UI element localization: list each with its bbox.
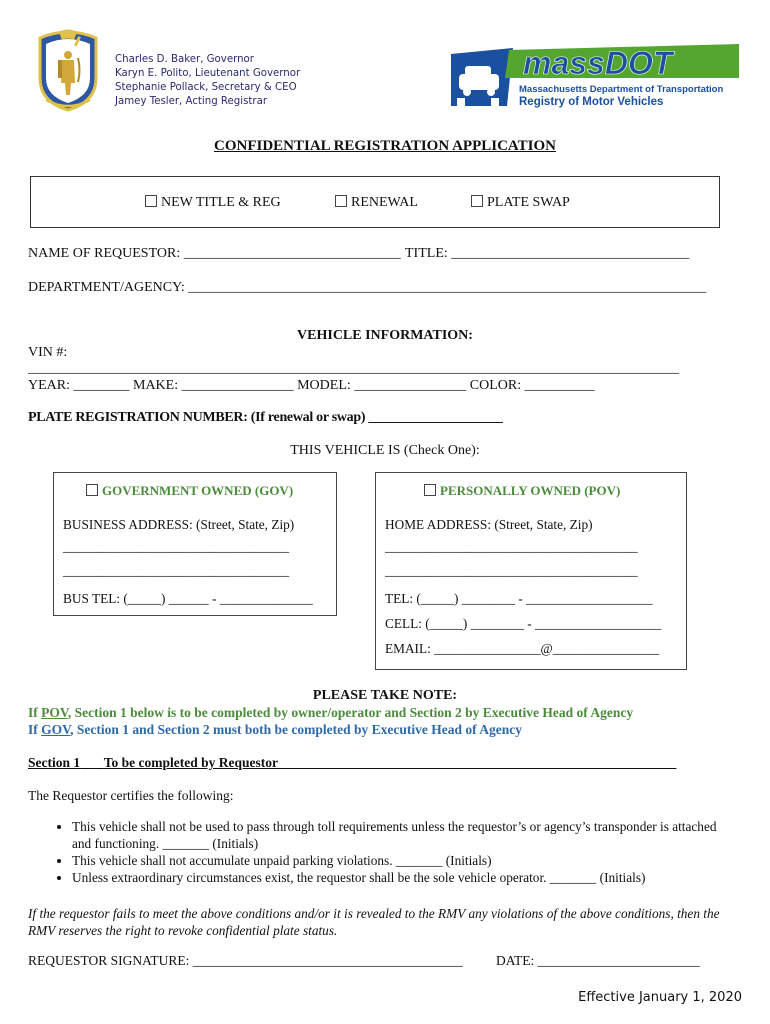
certification-item-operator: • Unless extraordinary circumstances exist, the requestor shall be the sole vehicle operator. _______ (Initials) xyxy=(72,869,732,886)
gov-checkbox[interactable] xyxy=(86,484,98,496)
certification-item-toll: • This vehicle shall not be used to pass through toll requirements unless the requestor’s or agency’s transponder is attached and functioning. _______ (Initials) xyxy=(72,818,732,852)
home-address-line-1[interactable]: ______________________________________ xyxy=(385,539,638,554)
home-tel-field[interactable]: TEL: (_____) ________ - ___________________ xyxy=(385,591,653,606)
pov-box xyxy=(375,472,687,670)
vehicle-is-label: THIS VEHICLE IS (Check One): xyxy=(290,443,480,458)
form-title: CONFIDENTIAL REGISTRATION APPLICATION xyxy=(213,138,556,154)
section1-title: To be completed by Requestor xyxy=(103,755,278,770)
vin-label: VIN #: xyxy=(28,345,68,360)
note-gov-key: GOV xyxy=(41,722,71,737)
logo-line2: Registry of Motor Vehicles xyxy=(519,96,664,108)
pov-heading: PERSONALLY OWNED (POV) xyxy=(440,483,621,498)
business-address-label: BUSINESS ADDRESS: (Street, State, Zip) xyxy=(63,517,295,532)
option-plate-swap-label: PLATE SWAP xyxy=(487,195,570,210)
home-address-line-2[interactable]: ______________________________________ xyxy=(385,563,638,578)
official-secretary: Stephanie Pollack, Secretary & CEO xyxy=(115,82,297,93)
option-new-title-reg[interactable] xyxy=(145,195,281,211)
gov-option[interactable] xyxy=(86,483,293,499)
gov-heading: GOVERNMENT OWNED (GOV) xyxy=(102,483,294,498)
section1-label: Section 1 xyxy=(28,755,81,770)
application-type-box xyxy=(30,176,720,228)
title-field[interactable]: TITLE: __________________________________ xyxy=(405,246,690,261)
option-renewal[interactable] xyxy=(335,195,418,211)
official-lieutenant-governor: Karyn E. Polito, Lieutenant Governor xyxy=(115,68,301,79)
logo-wordmark: massDOT xyxy=(523,45,673,81)
cell-field[interactable]: CELL: (_____) ________ - ___________________ xyxy=(385,616,662,631)
note-gov xyxy=(28,722,522,738)
massdot-logo xyxy=(449,44,739,110)
year-make-model-color-fields[interactable]: YEAR: ________ MAKE: ________________ MODEL: ________________ COLOR: __________ xyxy=(28,378,595,393)
note-gov-text: , Section 1 and Section 2 must both be completed by Executive Head of Agency xyxy=(70,722,523,737)
pov-option[interactable] xyxy=(424,483,620,499)
note-pov-text: , Section 1 below is to be completed by owner/operator and Section 2 by Executive Head of Agency xyxy=(67,705,634,720)
business-tel-field[interactable]: BUS TEL: (_____) ______ - ______________ xyxy=(63,591,313,606)
name-of-requestor-field[interactable]: NAME OF REQUESTOR: _______________________________ xyxy=(28,246,401,261)
option-renewal-label: RENEWAL xyxy=(351,195,418,210)
option-new-title-label: NEW TITLE & REG xyxy=(161,195,281,210)
option-plate-swap[interactable] xyxy=(471,195,570,211)
note-pov xyxy=(28,705,633,721)
official-registrar: Jamey Tesler, Acting Registrar xyxy=(115,96,268,107)
effective-date: Effective January 1, 2020 xyxy=(578,990,742,1005)
certifies-label: The Requestor certifies the following: xyxy=(28,788,234,803)
email-field[interactable]: EMAIL: ________________@________________ xyxy=(385,641,660,656)
vehicle-info-heading: VEHICLE INFORMATION: xyxy=(297,328,473,343)
official-governor: Charles D. Baker, Governor xyxy=(115,54,254,65)
business-address-line-1[interactable]: __________________________________ xyxy=(63,539,290,554)
pov-checkbox[interactable] xyxy=(424,484,436,496)
state-seal xyxy=(32,28,104,112)
vin-field[interactable]: _____________________________________________________________________________________________ xyxy=(28,361,679,376)
section1-header xyxy=(28,755,738,771)
warning-text: If the requestor fails to meet the above conditions and/or it is revealed to the RMV any violations of the above conditions, then the RMV reserves the right to revoke confidential plate status. xyxy=(28,906,720,938)
section1-fill: ___________________________________________________________ xyxy=(278,755,677,770)
officials-list xyxy=(115,53,300,109)
date-field[interactable]: DATE: ________________________ xyxy=(496,953,700,968)
note-gov-prefix: If xyxy=(28,722,42,737)
requestor-signature-field[interactable]: REQUESTOR SIGNATURE: ________________________________________ xyxy=(28,953,463,968)
note-heading: PLEASE TAKE NOTE: xyxy=(312,688,458,703)
certification-list xyxy=(28,818,732,886)
gov-box xyxy=(53,472,337,616)
business-address-line-2[interactable]: __________________________________ xyxy=(63,563,290,578)
note-pov-prefix: If xyxy=(28,705,42,720)
logo-line1: Massachusetts Department of Transportation xyxy=(519,84,724,95)
home-address-label: HOME ADDRESS: (Street, State, Zip) xyxy=(385,517,593,532)
new-title-checkbox[interactable] xyxy=(145,195,157,207)
note-pov-key: POV xyxy=(41,705,68,720)
plate-registration-field[interactable]: PLATE REGISTRATION NUMBER: (If renewal or swap) ____________________ xyxy=(28,410,503,425)
plate-swap-checkbox[interactable] xyxy=(471,195,483,207)
certification-item-parking: • This vehicle shall not accumulate unpaid parking violations. _______ (Initials) xyxy=(72,852,732,869)
department-field[interactable]: DEPARTMENT/AGENCY: __________________________________________________________________________ xyxy=(28,280,707,295)
renewal-checkbox[interactable] xyxy=(335,195,347,207)
